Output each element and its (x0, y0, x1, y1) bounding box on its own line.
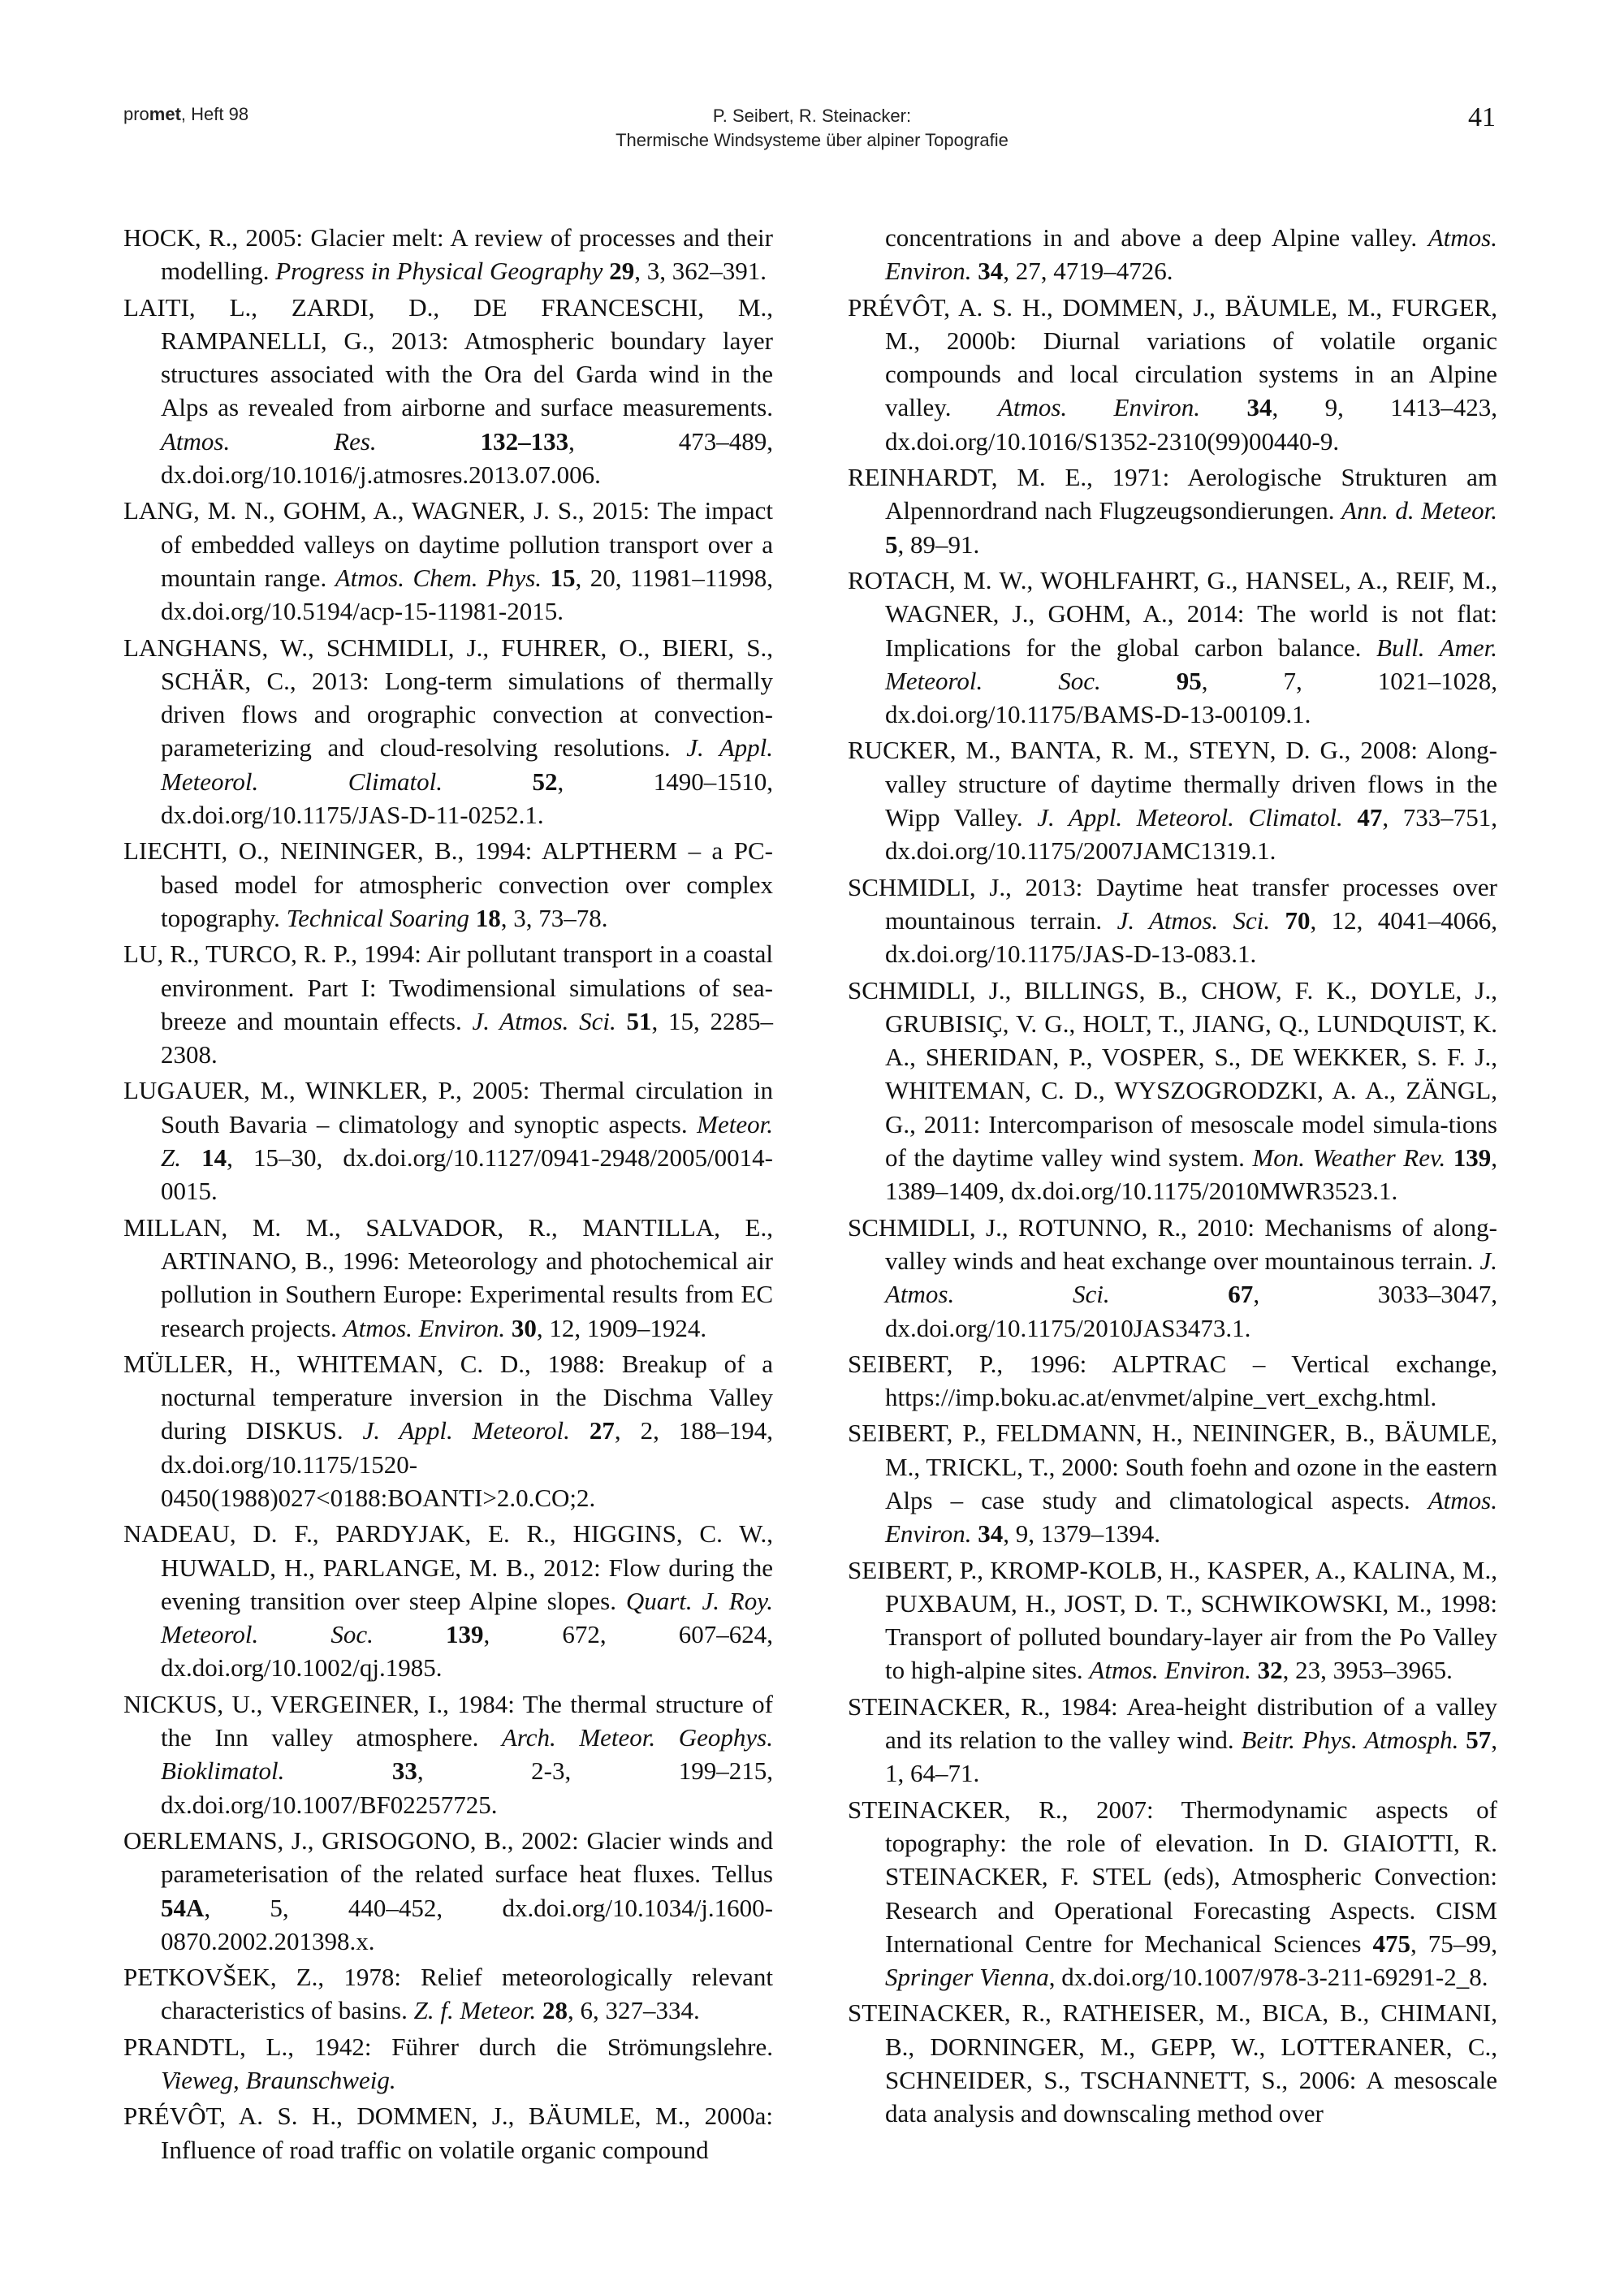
reference-entry: RUCKER, M., BANTA, R. M., STEYN, D. G., 2008: Along-valley structure of daytime thermally driven flows in the Wipp Valley. J. Appl. Meteorol. Climatol. 47, 733–751, dx.doi.org/10.1175/2007JAMC1319.1. (848, 736, 1497, 866)
reference-entry: MILLAN, M. M., SALVADOR, R., MANTILLA, E., ARTINANO, B., 1996: Meteorology and photochemical air pollution in Southern Europe: Experimental results from EC research projects. Atmos. Environ. 30, 12, 1909–1924. (123, 1212, 773, 1342)
reference-entry: SCHMIDLI, J., ROTUNNO, R., 2010: Mechanisms of along-valley winds and heat exchange over mountainous terrain. J. Atmos. Sci. 67, 3033–3047, dx.doi.org/10.1175/2010JAS3473.1. (848, 1212, 1498, 1342)
journal-brand: promet (123, 104, 181, 124)
reference-entry: NICKUS, U., VERGEINER, I., 1984: The thermal structure of the Inn valley atmosphere. Arch. Meteor. Geophys. Bioklimatol. 33, 2-3, 199–215, dx.doi.org/10.1007/BF02257725. (123, 1689, 774, 1819)
reference-entry: NADEAU, D. F., PARDYJAK, E. R., HIGGINS, C. W., HUWALD, H., PARLANGE, M. B., 2012: Flow during the evening transition over steep Alpine slopes. Quart. J. Roy. Meteorol. Soc. 139, 672, 607–624, dx.doi.org/10.1002/qj.1985. (123, 1519, 773, 1683)
running-header-journal (123, 104, 248, 125)
running-header-article (406, 104, 1218, 153)
reference-entry: PETKOVŠEK, Z., 1978: Relief meteorologically relevant characteristics of basins. Z. f. Meteor. 28, 6, 327–334. (123, 1963, 773, 2025)
header-authors: P. Seibert, R. Steinacker: (712, 106, 912, 126)
reference-entry: LAITI, L., ZARDI, D., DE FRANCESCHI, M., RAMPANELLI, G., 2013: Atmospheric boundary layer structures associated with the Ora del Garda wind in the Alps as revealed from airborne and surface measurements. Atmos. Res. 132–133, 473–489, dx.doi.org/10.1016/j.atmosres.2013.07.006. (123, 292, 774, 490)
reference-entry: ROTACH, M. W., WOHLFAHRT, G., HANSEL, A., REIF, M., WAGNER, J., GOHM, A., 2014: The world is not flat: Implications for the global carbon balance. Bull. Amer. Meteorol. Soc. 95, 7, 1021–1028, dx.doi.org/10.1175/BAMS-D-13-00109.1. (848, 565, 1497, 729)
reference-entry: STEINACKER, R., 1984: Area-height distribution of a valley and its relation to the valley wind. Beitr. Phys. Atmosph. 57, 1, 64–71. (848, 1691, 1497, 1788)
references-column-left (123, 221, 773, 2169)
reference-entry: STEINACKER, R., RATHEISER, M., BICA, B., CHIMANI, B., DORNINGER, M., GEPP, W., LOTTERANER, C., SCHNEIDER, S., TSCHANNETT, S., 2006: A mesoscale data analysis and downscaling method over (848, 1998, 1497, 2128)
reference-entry: SEIBERT, P., 1996: ALPTRAC – Vertical exchange, https://imp.boku.ac.at/envmet/alpine_vert_exchg.html. (848, 1349, 1497, 1412)
reference-entry: PRÉVÔT, A. S. H., DOMMEN, J., BÄUMLE, M., FURGER, M., 2000b: Diurnal variations of volatile organic compounds and local circulation systems in an Alpine valley. Atmos. Environ. 34, 9, 1413–423, dx.doi.org/10.1016/S1352-2310(99)00440-9. (848, 292, 1497, 456)
reference-entry: STEINACKER, R., 2007: Thermodynamic aspects of topography: the role of elevation. In D. GIAIOTTI, R. STEINACKER, F. STEL (eds), Atmospheric Convection: Research and Operational Forecasting Aspects. CISM International Centre for Mechanical Sciences 475, 75–99, Springer Vienna, dx.doi.org/10.1007/978-3-211-69291-2_8. (848, 1795, 1498, 1992)
reference-entry: SCHMIDLI, J., 2013: Daytime heat transfer processes over mountainous terrain. J. Atmos. Sci. 70, 12, 4041–4066, dx.doi.org/10.1175/JAS-D-13-083.1. (848, 872, 1498, 969)
reference-entry: SEIBERT, P., FELDMANN, H., NEININGER, B., BÄUMLE, M., TRICKL, T., 2000: South foehn and ozone in the eastern Alps – case study and climatological aspects. Atmos. Environ. 34, 9, 1379–1394. (848, 1419, 1497, 1549)
reference-entry: PRÉVÔT, A. S. H., DOMMEN, J., BÄUMLE, M., 2000a: Influence of road traffic on volatile organic compound (123, 2102, 773, 2164)
reference-entry: LIECHTI, O., NEININGER, B., 1994: ALPTHERM – a PC-based model for atmospheric convection over complex topography. Technical Soaring 18, 3, 73–78. (123, 836, 773, 932)
header-title: Thermische Windsysteme über alpiner Topografie (615, 130, 1009, 150)
reference-entry: PRANDTL, L., 1942: Führer durch die Strömungslehre. Vieweg, Braunschweig. (123, 2032, 773, 2095)
reference-entry: LUGAUER, M., WINKLER, P., 2005: Thermal circulation in South Bavaria – climatology and synoptic aspects. Meteor. Z. 14, 15–30, dx.doi.org/10.1127/0941-2948/2005/0014-0015. (123, 1076, 773, 1206)
reference-entry: LANG, M. N., GOHM, A., WAGNER, J. S., 2015: The impact of embedded valleys on daytime pollution transport over a mountain range. Atmos. Chem. Phys. 15, 20, 11981–11998, dx.doi.org/10.5194/acp-15-11981-2015. (123, 496, 773, 626)
reference-entry: REINHARDT, M. E., 1971: Aerologische Strukturen am Alpennordrand nach Flugzeugsondierungen. Ann. d. Meteor. 5, 89–91. (848, 463, 1497, 559)
reference-entry: HOCK, R., 2005: Glacier melt: A review of processes and their modelling. Progress in Physical Geography 29, 3, 362–391. (123, 223, 773, 286)
reference-entry: OERLEMANS, J., GRISOGONO, B., 2002: Glacier winds and parameterisation of the related surface heat fluxes. Tellus 54A, 5, 440–452, dx.doi.org/10.1034/j.1600-0870.2002.201398.x. (123, 1825, 773, 1955)
reference-continuation: concentrations in and above a deep Alpine valley. Atmos. Environ. 34, 27, 4719–4726. (885, 223, 1497, 286)
reference-entry: SCHMIDLI, J., BILLINGS, B., CHOW, F. K., DOYLE, J., GRUBISIÇ, V. G., HOLT, T., JIANG, Q., LUNDQUIST, K. A., SHERIDAN, P., VOSPER, S., DE WEKKER, S. F. J., WHITEMAN, C. D., WYSZOGRODZKI, A. A., ZÄNGL, G., 2011: Intercomparison of mesoscale model simula-tions of the daytime valley wind system. Mon. Weather Rev. 139, 1389–1409, dx.doi.org/10.1175/2010MWR3523.1. (848, 975, 1497, 1206)
references-column-right (848, 221, 1497, 2133)
reference-entry: LU, R., TURCO, R. P., 1994: Air pollutant transport in a coastal environment. Part I: Twodimensional simulations of sea-breeze and mountain effects. J. Atmos. Sci. 51, 15, 2285–2308. (123, 940, 774, 1069)
journal-issue: , Heft 98 (180, 104, 249, 124)
reference-entry: LANGHANS, W., SCHMIDLI, J., FUHRER, O., BIERI, S., SCHÄR, C., 2013: Long-term simulations of thermally driven flows and orographic convection at convection-parameterizing and cloud-resolving resolutions. J. Appl. Meteorol. Climatol. 52, 1490–1510, dx.doi.org/10.1175/JAS-D-11-0252.1. (123, 633, 773, 830)
page-number: 41 (1468, 102, 1496, 132)
reference-entry: MÜLLER, H., WHITEMAN, C. D., 1988: Breakup of a nocturnal temperature inversion in the Dischma Valley during DISKUS. J. Appl. Meteorol. 27, 2, 188–194, dx.doi.org/10.1175/1520-0450(1988)027<0188:BOANTI>2.0.CO;2. (123, 1349, 774, 1512)
reference-entry: SEIBERT, P., KROMP-KOLB, H., KASPER, A., KALINA, M., PUXBAUM, H., JOST, D. T., SCHWIKOWSKI, M., 1998: Transport of polluted boundary-layer air from the Po Valley to high-alpine sites. Atmos. Environ. 32, 23, 3953–3965. (848, 1555, 1497, 1685)
